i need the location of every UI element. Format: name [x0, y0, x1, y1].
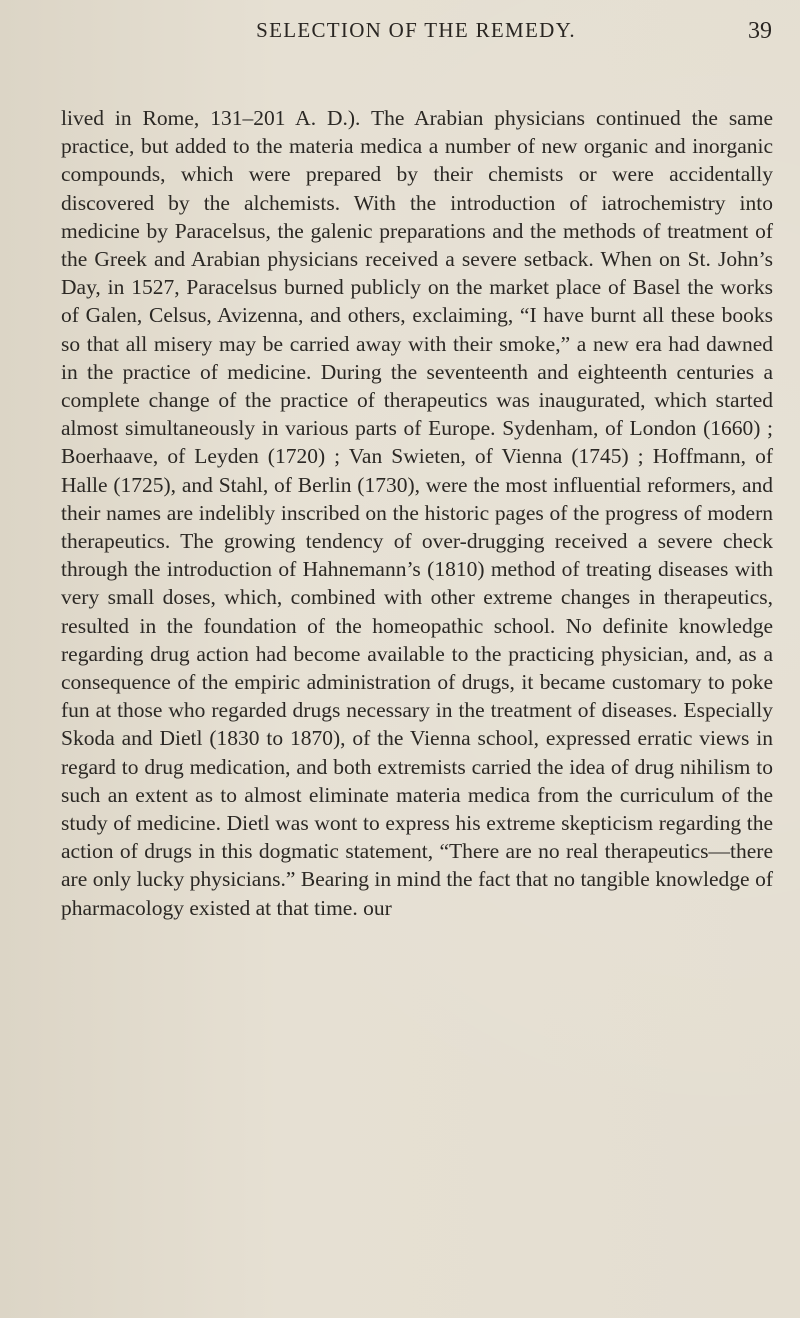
page-number: 39: [748, 18, 772, 44]
running-title: SELECTION OF THE REMEDY.: [256, 18, 576, 42]
running-head: [60, 14, 772, 54]
body-paragraph: lived in Rome, 131–201 A. D.). The Arabian physicians continued the same practice, but added to the materia medica a number of new organic and inorganic compounds, which were prepared by their chemists or were accidentally discovered by the alchemists. With the introduction of iatrochemistry into medicine by Paracelsus, the galenic preparations and the methods of treatment of the Greek and Arabian physicians received a severe setback. When on St. John’s Day, in 1527, Paracelsus burned publicly on the market place of Basel the works of Galen, Celsus, Avizenna, and others, exclaiming, “I have burnt all these books so that all misery may be carried away with their smoke,” a new era had dawned in the practice of medicine. During the seventeenth and eighteenth centuries a complete change of the practice of therapeutics was inaugurated, which started almost simultaneously in various parts of Europe. Sydenham, of London (1660) ; Boerhaave, of Leyden (1720) ; Van Swieten, of Vienna (1745) ; Hoffmann, of Halle (1725), and Stahl, of Berlin (1730), were the most influential reformers, and their names are indelibly inscribed on the historic pages of the progress of modern therapeutics. The growing tendency of over-drugging received a severe check through the introduction of Hahnemann’s (1810) method of treating diseases with very small doses, which, combined with other extreme changes in therapeutics, resulted in the foundation of the homeopathic school. No definite knowledge regarding drug action had become available to the practicing physician, and, as a consequence of the empiric administration of drugs, it became customary to poke fun at those who regarded drugs necessary in the treatment of diseases. Especially Skoda and Dietl (1830 to 1870), of the Vienna school, expressed erratic views in regard to drug medication, and both extremists carried the idea of drug nihilism to such an extent as to almost eliminate materia medica from the curriculum of the study of medicine. Dietl was wont to express his extreme skepticism regarding the action of drugs in this dogmatic statement, “There are no real therapeutics—there are only lucky physicians.” Bearing in mind the fact that no tangible knowledge of pharmacology existed at that time. our: [61, 106, 773, 920]
